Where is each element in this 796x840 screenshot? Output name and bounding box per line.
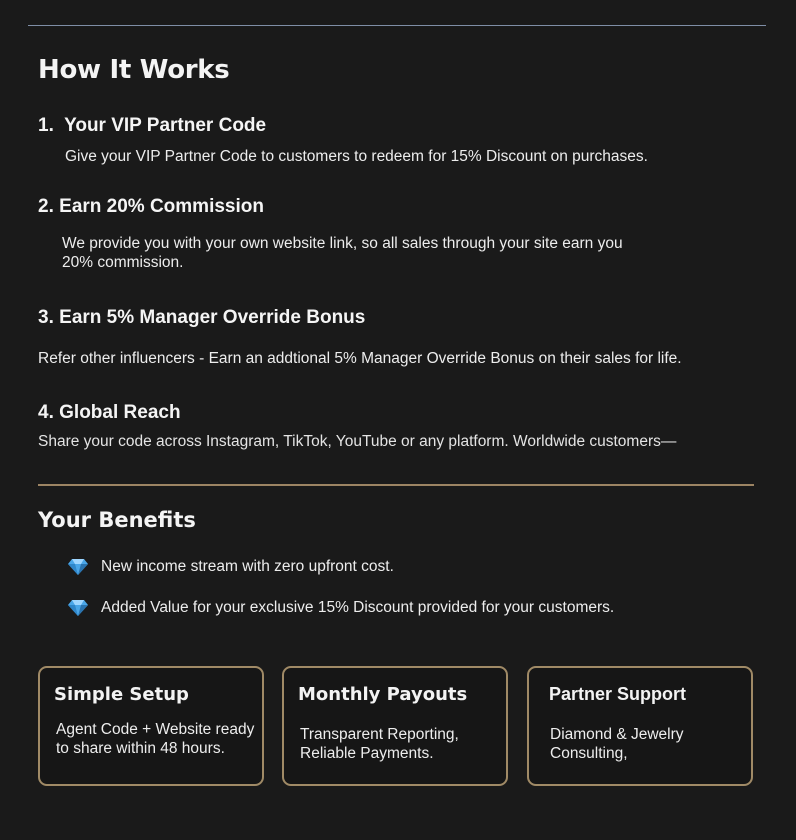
benefit-text: Added Value for your exclusive 15% Discount provided for your customers. (101, 599, 615, 616)
step-3-title (38, 307, 365, 329)
top-divider (28, 25, 766, 26)
step-4-description: Share your code across Instagram, TikTok, YouTube or any platform. Worldwide customers— (38, 433, 677, 450)
gem-icon (68, 558, 88, 576)
step-2-title (38, 196, 264, 218)
step-4-label: Global Reach (59, 402, 181, 423)
step-2-description-line-2: 20% commission. (62, 254, 184, 271)
step-1-title (38, 115, 266, 137)
benefit-item (68, 599, 614, 617)
step-2-description (62, 234, 623, 272)
step-4-title (38, 402, 181, 424)
card-body: Diamond & Jewelry Consulting, (550, 726, 684, 762)
step-1-label: Your VIP Partner Code (64, 115, 267, 136)
step-2-description-line-1: We provide you with your own website link, so all sales through your site earn you (62, 235, 623, 252)
card-body: Transparent Reporting, Reliable Payments. (300, 726, 459, 762)
card-body: Agent Code + Website ready to share within 48 hours. (56, 721, 255, 757)
card-title: Monthly Payouts (298, 684, 468, 705)
benefit-item (68, 558, 394, 576)
step-4-number: 4. (38, 402, 54, 423)
gem-icon (68, 599, 88, 617)
step-1-number: 1. (38, 115, 54, 136)
step-1-description: Give your VIP Partner Code to customers to redeem for 15% Discount on purchases. (65, 148, 648, 165)
step-3-label: Earn 5% Manager Override Bonus (59, 307, 366, 328)
step-3-number: 3. (38, 307, 54, 328)
feature-card-monthly-payouts (282, 666, 508, 786)
step-2-number: 2. (38, 196, 54, 217)
benefit-text: New income stream with zero upfront cost. (101, 558, 394, 575)
section-title-how-it-works: How It Works (38, 55, 230, 85)
step-3-description: Refer other influencers - Earn an addtional 5% Manager Override Bonus on their sales for life. (38, 350, 682, 367)
card-title: Simple Setup (54, 684, 189, 705)
feature-card-partner-support (527, 666, 753, 786)
feature-card-simple-setup (38, 666, 264, 786)
section-divider (38, 484, 754, 486)
section-title-your-benefits: Your Benefits (38, 508, 196, 532)
step-2-label: Earn 20% Commission (59, 196, 264, 217)
card-title: Partner Support (549, 684, 687, 704)
